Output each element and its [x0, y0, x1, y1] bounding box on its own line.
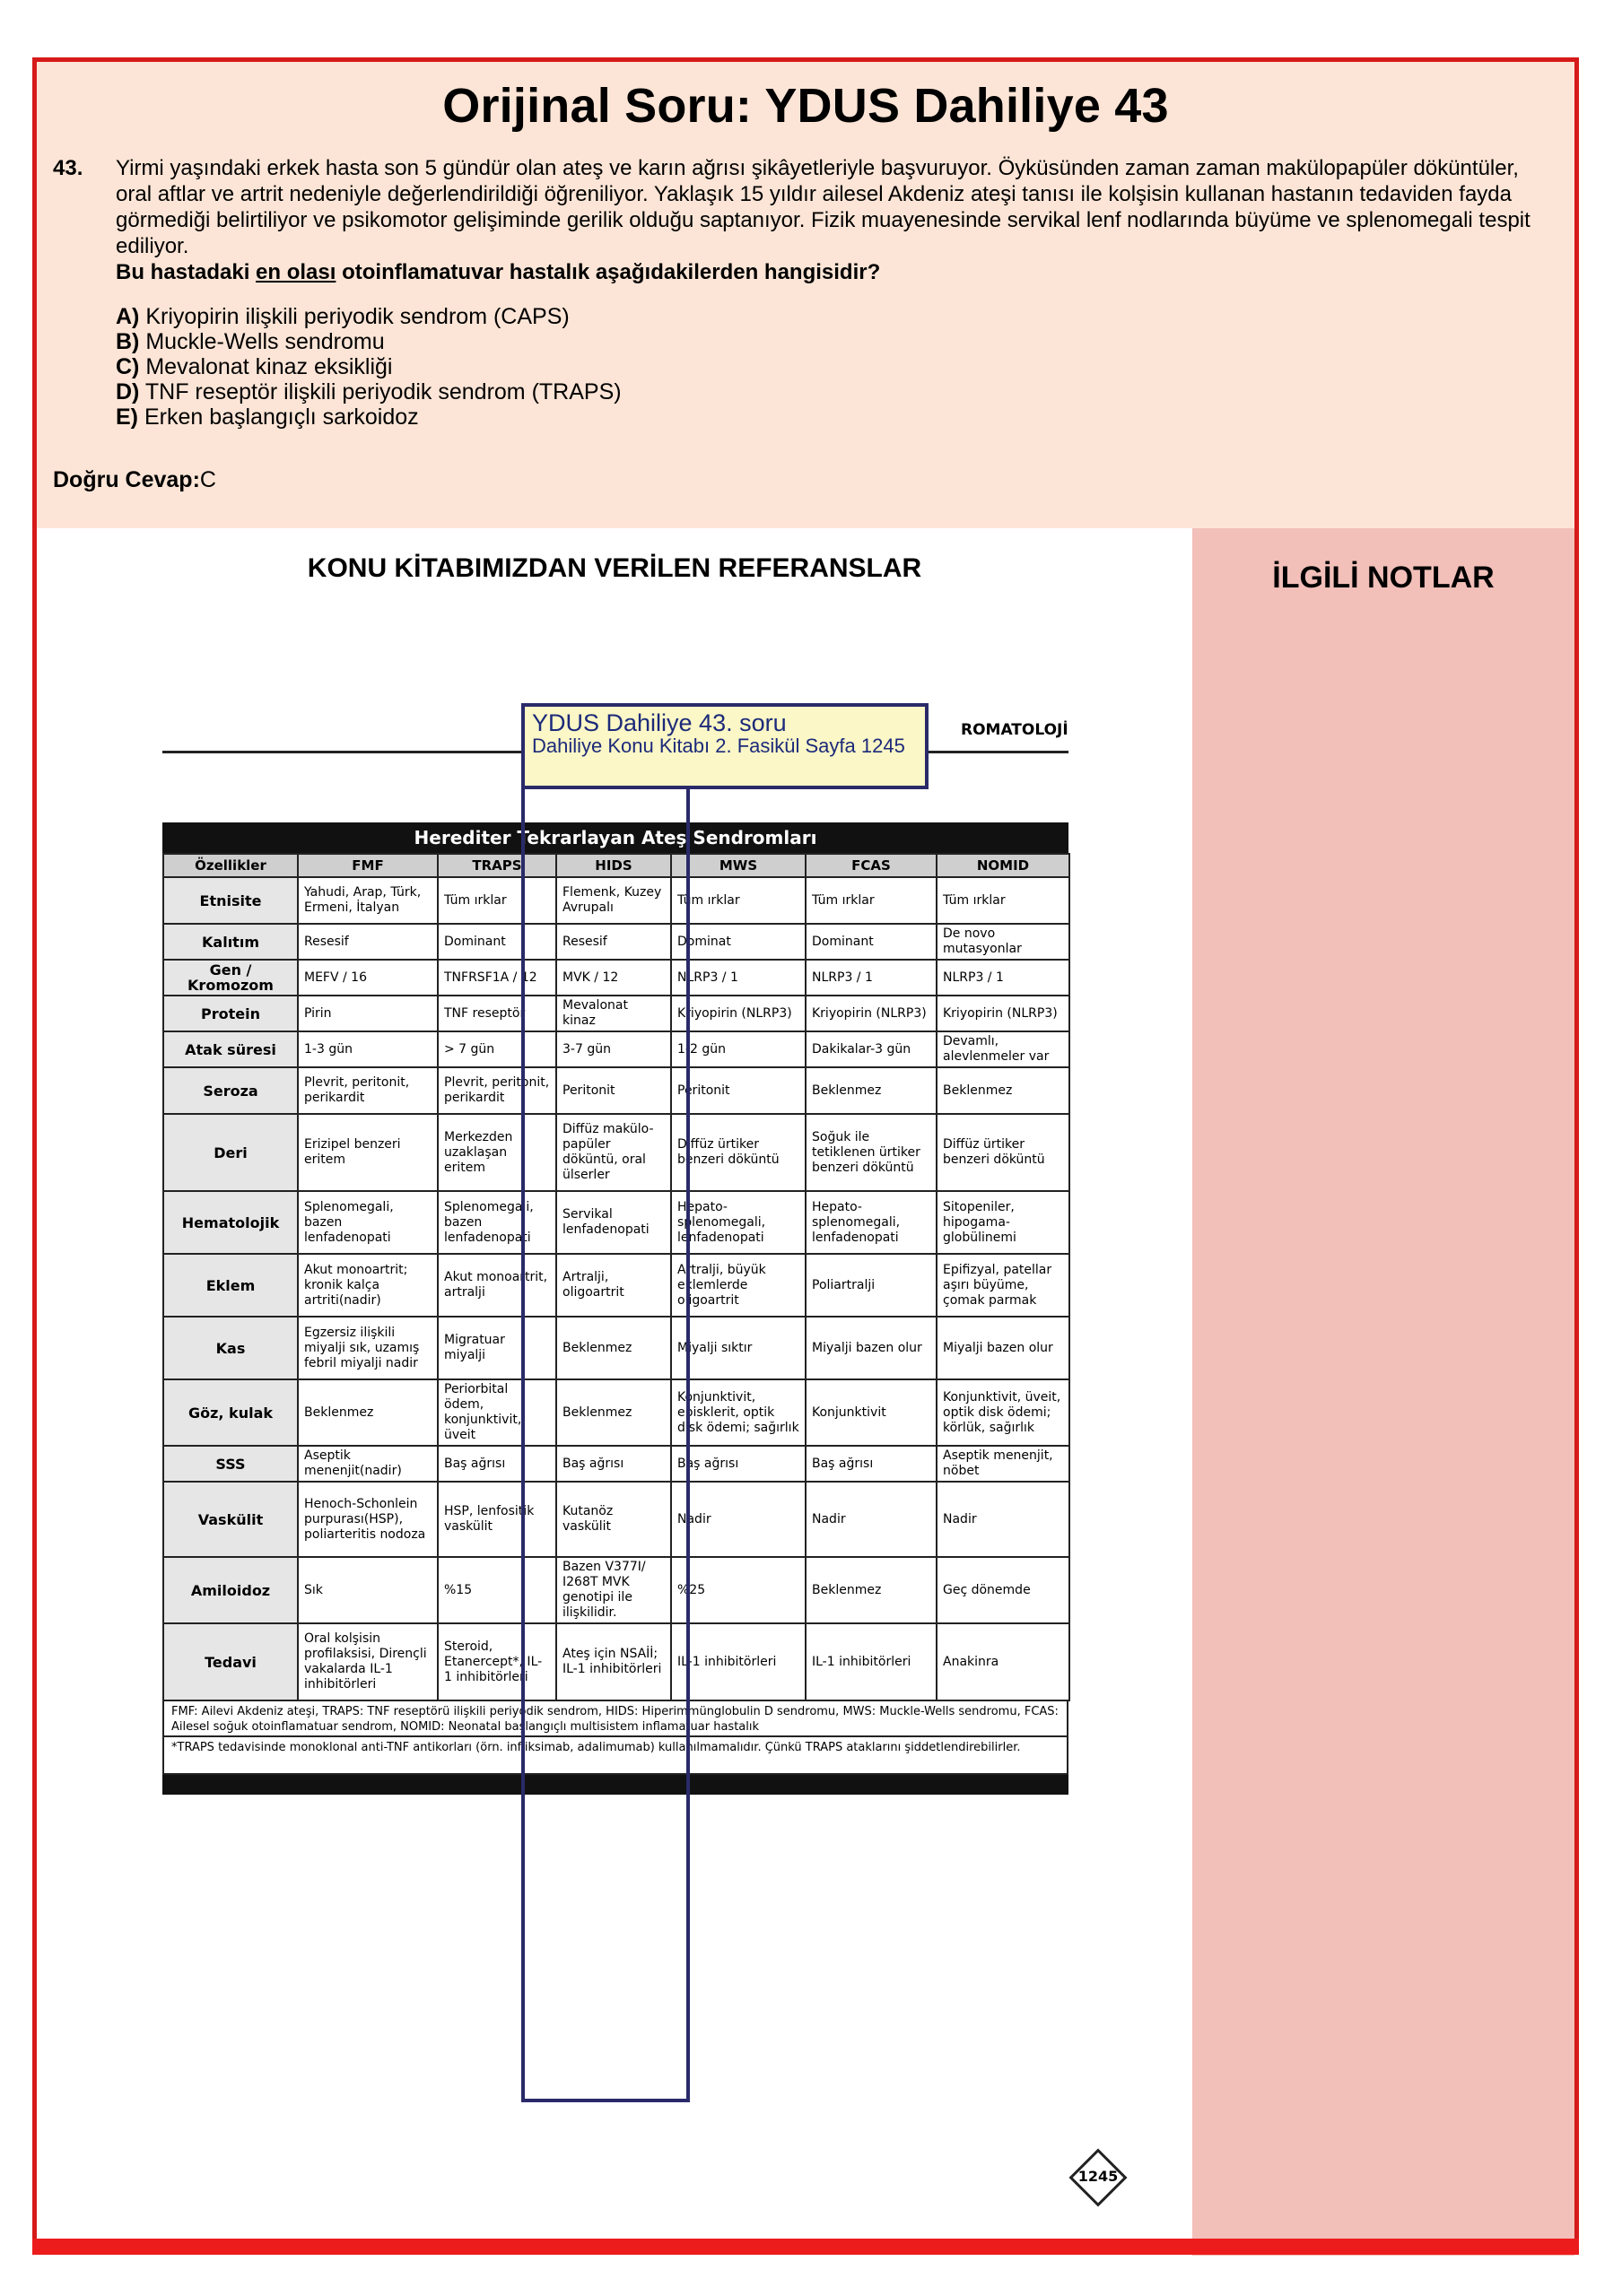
row-header: Kalıtım: [163, 924, 298, 960]
table-cell: NLRP3 / 1: [671, 960, 806, 996]
option-letter: D): [116, 379, 140, 404]
table-row: [163, 1031, 1069, 1067]
table-cell: Konjunktivit, üveit, optik disk ödemi; körlük, sağırlık: [937, 1379, 1069, 1446]
option-text: Erken başlangıçlı sarkoidoz: [144, 404, 419, 430]
table-cell: > 7 gün: [438, 1031, 556, 1067]
table-cell: NLRP3 / 1: [937, 960, 1069, 996]
table-cell: Kriyopirin (NLRP3): [937, 996, 1069, 1031]
table-cell: Beklenmez: [556, 1379, 671, 1446]
table-cell: Kriyopirin (NLRP3): [671, 996, 806, 1031]
table-cell: Kriyopirin (NLRP3): [806, 996, 937, 1031]
answer-label: Doğru Cevap:: [53, 467, 200, 492]
table-cell: Beklenmez: [806, 1067, 937, 1114]
table-cell: Mevalonat kinaz: [556, 996, 671, 1031]
table-cell: Beklenmez: [806, 1557, 937, 1623]
table-cell: Baş ağrısı: [806, 1446, 937, 1482]
table-cell: Beklenmez: [556, 1317, 671, 1379]
option-letter: E): [116, 404, 138, 430]
column-header: HIDS: [556, 854, 671, 877]
table-bottom-bar: [162, 1775, 1068, 1795]
table-cell: %25: [671, 1557, 806, 1623]
table-cell: Kutanöz vaskülit: [556, 1482, 671, 1557]
page-title: Orijinal Soru: YDUS Dahiliye 43: [442, 79, 1169, 133]
column-header: NOMID: [937, 854, 1069, 877]
table-cell: 3-7 gün: [556, 1031, 671, 1067]
table-row: [163, 1379, 1069, 1446]
reference-title: KONU KİTABIMIZDAN VERİLEN REFERANSLAR: [307, 553, 922, 583]
table-cell: Resesif: [556, 924, 671, 960]
table-cell: Devamlı, alevlenmeler var: [937, 1031, 1069, 1067]
column-header: FMF: [298, 854, 438, 877]
option-text: Mevalonat kinaz eksikliği: [145, 354, 393, 379]
row-header: Göz, kulak: [163, 1379, 298, 1446]
table-cell: NLRP3 / 1: [806, 960, 937, 996]
table-cell: Diffüz makülo-papüler döküntü, oral ülserler: [556, 1114, 671, 1191]
table-row: [163, 996, 1069, 1031]
table-row: [163, 1254, 1069, 1317]
table-cell: Tüm ırklar: [806, 877, 937, 924]
page-frame: [32, 57, 1579, 2251]
row-header: Deri: [163, 1114, 298, 1191]
row-header: Eklem: [163, 1254, 298, 1317]
table-row: [163, 1114, 1069, 1191]
table-cell: Sitopeniler, hipogama-globülinemi: [937, 1191, 1069, 1254]
table-cell: MVK / 12: [556, 960, 671, 996]
table-row: [163, 1067, 1069, 1114]
question-number: 43.: [53, 156, 83, 180]
table-cell: Beklenmez: [937, 1067, 1069, 1114]
row-header: Tedavi: [163, 1623, 298, 1700]
syndromes-table: [162, 853, 1070, 1701]
table-cell: Geç dönemde: [937, 1557, 1069, 1623]
page-number: 1245: [1077, 2168, 1119, 2185]
table-cell: Artralji, büyük eklemlerde oligoartrit: [671, 1254, 806, 1317]
column-header: Özellikler: [163, 854, 298, 877]
table-cell: Henoch-Schonlein purpurası(HSP), poliarteritis nodoza: [298, 1482, 438, 1557]
column-header: MWS: [671, 854, 806, 877]
option-e[interactable]: [116, 404, 622, 430]
table-cell: Nadir: [671, 1482, 806, 1557]
row-header: Gen / Kromozom: [163, 960, 298, 996]
table-cell: Konjunktivit, episklerit, optik disk ödemi; sağırlık: [671, 1379, 806, 1446]
table-cell: Splenomegali, bazen lenfadenopati: [298, 1191, 438, 1254]
table-row: [163, 1446, 1069, 1482]
table-cell: Resesif: [298, 924, 438, 960]
table-cell: Oral kolşisin profilaksisi, Dirençli vakalarda IL-1 inhibitörleri: [298, 1623, 438, 1700]
table-header-row: [163, 854, 1069, 877]
table-cell: TNFRSF1A / 12: [438, 960, 556, 996]
table-cell: TNF reseptör: [438, 996, 556, 1031]
notes-panel: [1192, 528, 1574, 2256]
note-line-2: Dahiliye Konu Kitabı 2. Fasikül Sayfa 1245: [532, 735, 905, 757]
table-cell: Nadir: [937, 1482, 1069, 1557]
table-cell: Hepato-splenomegali, lenfadenopati: [671, 1191, 806, 1254]
correct-answer: [53, 467, 216, 493]
table-cell: Baş ağrısı: [671, 1446, 806, 1482]
table-cell: Akut monoartrit; kronik kalça artriti(nadir): [298, 1254, 438, 1317]
row-header: Amiloidoz: [163, 1557, 298, 1623]
option-letter: B): [116, 329, 140, 354]
row-header: Vaskülit: [163, 1482, 298, 1557]
table-cell: Peritonit: [556, 1067, 671, 1114]
reference-note: [521, 703, 929, 789]
table-cell: IL-1 inhibitörleri: [806, 1623, 937, 1700]
table-cell: Akut monoartrit, artralji: [438, 1254, 556, 1317]
option-text: Kriyopirin ilişkili periyodik sendrom (CAPS): [145, 304, 570, 329]
table-cell: HSP, lenfositik vaskülit: [438, 1482, 556, 1557]
table-cell: Baş ağrısı: [556, 1446, 671, 1482]
row-header: Atak süresi: [163, 1031, 298, 1067]
table-row: [163, 1317, 1069, 1379]
table-cell: Nadir: [806, 1482, 937, 1557]
table-cell: Ateş için NSAİİ; IL-1 inhibitörleri: [556, 1623, 671, 1700]
table-row: [163, 1191, 1069, 1254]
option-d[interactable]: [116, 379, 622, 404]
table-cell: Diffüz ürtiker benzeri döküntü: [671, 1114, 806, 1191]
table-cell: Dominant: [806, 924, 937, 960]
question-panel: [37, 62, 1574, 528]
table-cell: Tüm ırklar: [438, 877, 556, 924]
row-header: Etnisite: [163, 877, 298, 924]
table-cell: Aseptik menenjit, nöbet: [937, 1446, 1069, 1482]
table-cell: Artralji, oligoartrit: [556, 1254, 671, 1317]
table-cell: Plevrit, peritonit, perikardit: [438, 1067, 556, 1114]
notes-title: İLGİLİ NOTLAR: [1272, 561, 1495, 595]
table-cell: Poliartralji: [806, 1254, 937, 1317]
table-cell: Miyalji sıktır: [671, 1317, 806, 1379]
table-cell: Plevrit, peritonit, perikardit: [298, 1067, 438, 1114]
option-text: Muckle-Wells sendromu: [145, 329, 385, 354]
section-tag: ROMATOLOJİ: [961, 721, 1068, 739]
table-cell: Konjunktivit: [806, 1379, 937, 1446]
table-cell: Steroid, Etanercept*, IL-1 inhibitörleri: [438, 1623, 556, 1700]
table-row: [163, 877, 1069, 924]
table-cell: Flemenk, Kuzey Avrupalı: [556, 877, 671, 924]
table-cell: Servikal lenfadenopati: [556, 1191, 671, 1254]
table-cell: Dominat: [671, 924, 806, 960]
table-cell: Miyalji bazen olur: [937, 1317, 1069, 1379]
table-cell: Aseptik menenjit(nadir): [298, 1446, 438, 1482]
option-text: TNF reseptör ilişkili periyodik sendrom (TRAPS): [144, 379, 622, 404]
table-cell: Migratuar miyalji: [438, 1317, 556, 1379]
question-ask: [116, 259, 1542, 285]
option-c[interactable]: [116, 354, 622, 379]
note-line-1: YDUS Dahiliye 43. soru: [532, 709, 787, 736]
bottom-bar: [32, 2239, 1579, 2255]
table-cell: Bazen V377I/ I268T MVK genotipi ile ilişkilidir.: [556, 1557, 671, 1623]
question-ask-post: otoinflamatuvar hastalık aşağıdakilerden hangisidir?: [336, 260, 881, 284]
row-header: SSS: [163, 1446, 298, 1482]
table-row: [163, 1482, 1069, 1557]
column-header: FCAS: [806, 854, 937, 877]
table-footnote-abbreviations: FMF: Ailevi Akdeniz ateşi, TRAPS: TNF reseptörü ilişkili periyodik sendrom, HIDS: Hiperimmünglobulin D sendromu, MWS: Muckle-Wells sendromu, FCAS: Ailesel soğuk otoinflamatuar sendrom, NOMID: Neonatal başlangıçlı multisistem inflamatuar hastalık: [162, 1701, 1068, 1737]
table-cell: MEFV / 16: [298, 960, 438, 996]
option-letter: C): [116, 354, 140, 379]
table-cell: Splenomegali, bazen lenfadenopati: [438, 1191, 556, 1254]
table-cell: Erizipel benzeri eritem: [298, 1114, 438, 1191]
table-cell: Yahudi, Arap, Türk, Ermeni, İtalyan: [298, 877, 438, 924]
table-row: [163, 924, 1069, 960]
table-cell: Peritonit: [671, 1067, 806, 1114]
answer-value: C: [199, 467, 216, 492]
question-text: Yirmi yaşındaki erkek hasta son 5 gündür olan ateş ve karın ağrısı şikâyetleriyle başvuruyor. Öyküsünden zaman zaman makülopapüler döküntüler, oral aftlar ve artrit nedeniyle değerlendirildiği öğreniliyor. Yaklaşık 15 yıldır ailesel Akdeniz ateşi tanısı ile kolşisin kullanan hastanın tedaviden fayda görmediği belirtiliyor ve psikomotor gelişiminde gerilik olduğu saptanıyor. Fizik muayenesinde servikal lenf nodlarında büyüme ve splenomegali tespit ediliyor.: [116, 156, 1530, 258]
table-cell: Epifizyal, patellar aşırı büyüme, çomak parmak: [937, 1254, 1069, 1317]
table-cell: Pirin: [298, 996, 438, 1031]
table-cell: Dakikalar-3 gün: [806, 1031, 937, 1067]
table-cell: Periorbital ödem, konjunktivit, üveit: [438, 1379, 556, 1446]
table-cell: Merkezden uzaklaşan eritem: [438, 1114, 556, 1191]
row-header: Seroza: [163, 1067, 298, 1114]
table-cell: Anakinra: [937, 1623, 1069, 1700]
options-list: [116, 304, 622, 430]
table-row: [163, 1557, 1069, 1623]
row-header: Kas: [163, 1317, 298, 1379]
option-b[interactable]: [116, 329, 622, 354]
table-cell: Baş ağrısı: [438, 1446, 556, 1482]
table-cell: Diffüz ürtiker benzeri döküntü: [937, 1114, 1069, 1191]
table-cell: Miyalji bazen olur: [806, 1317, 937, 1379]
row-header: Hematolojik: [163, 1191, 298, 1254]
table-cell: Tüm ırklar: [937, 877, 1069, 924]
question-body: [116, 155, 1542, 285]
table-cell: IL-1 inhibitörleri: [671, 1623, 806, 1700]
question-ask-emphasis: en olası: [256, 260, 336, 284]
table-cell: Hepato-splenomegali, lenfadenopati: [806, 1191, 937, 1254]
reference-table: [162, 822, 1068, 2110]
table-cell: Tüm ırklar: [671, 877, 806, 924]
table-row: [163, 1623, 1069, 1700]
table-cell: Egzersiz ilişkili miyalji sık, uzamış febril miyalji nadir: [298, 1317, 438, 1379]
table-body: [163, 877, 1069, 1700]
table-cell: Dominant: [438, 924, 556, 960]
option-a[interactable]: [116, 304, 622, 329]
table-title: Herediter Tekrarlayan Ateş Sendromları: [162, 822, 1068, 853]
table-cell: %15: [438, 1557, 556, 1623]
question-ask-pre: Bu hastadaki: [116, 260, 257, 284]
column-header: TRAPS: [438, 854, 556, 877]
table-cell: Beklenmez: [298, 1379, 438, 1446]
option-letter: A): [116, 304, 140, 329]
table-row: [163, 960, 1069, 996]
table-cell: De novo mutasyonlar: [937, 924, 1069, 960]
row-header: Protein: [163, 996, 298, 1031]
table-footnote-traps: *TRAPS tedavisinde monoklonal anti-TNF antikorları (örn. infliksimab, adalimumab) kullanılmamalıdır. Çünkü TRAPS ataklarını şiddetlendirebilirler.: [162, 1737, 1068, 1775]
table-cell: Soğuk ile tetiklenen ürtiker benzeri döküntü: [806, 1114, 937, 1191]
table-cell: 1-2 gün: [671, 1031, 806, 1067]
table-cell: 1-3 gün: [298, 1031, 438, 1067]
table-cell: Sık: [298, 1557, 438, 1623]
